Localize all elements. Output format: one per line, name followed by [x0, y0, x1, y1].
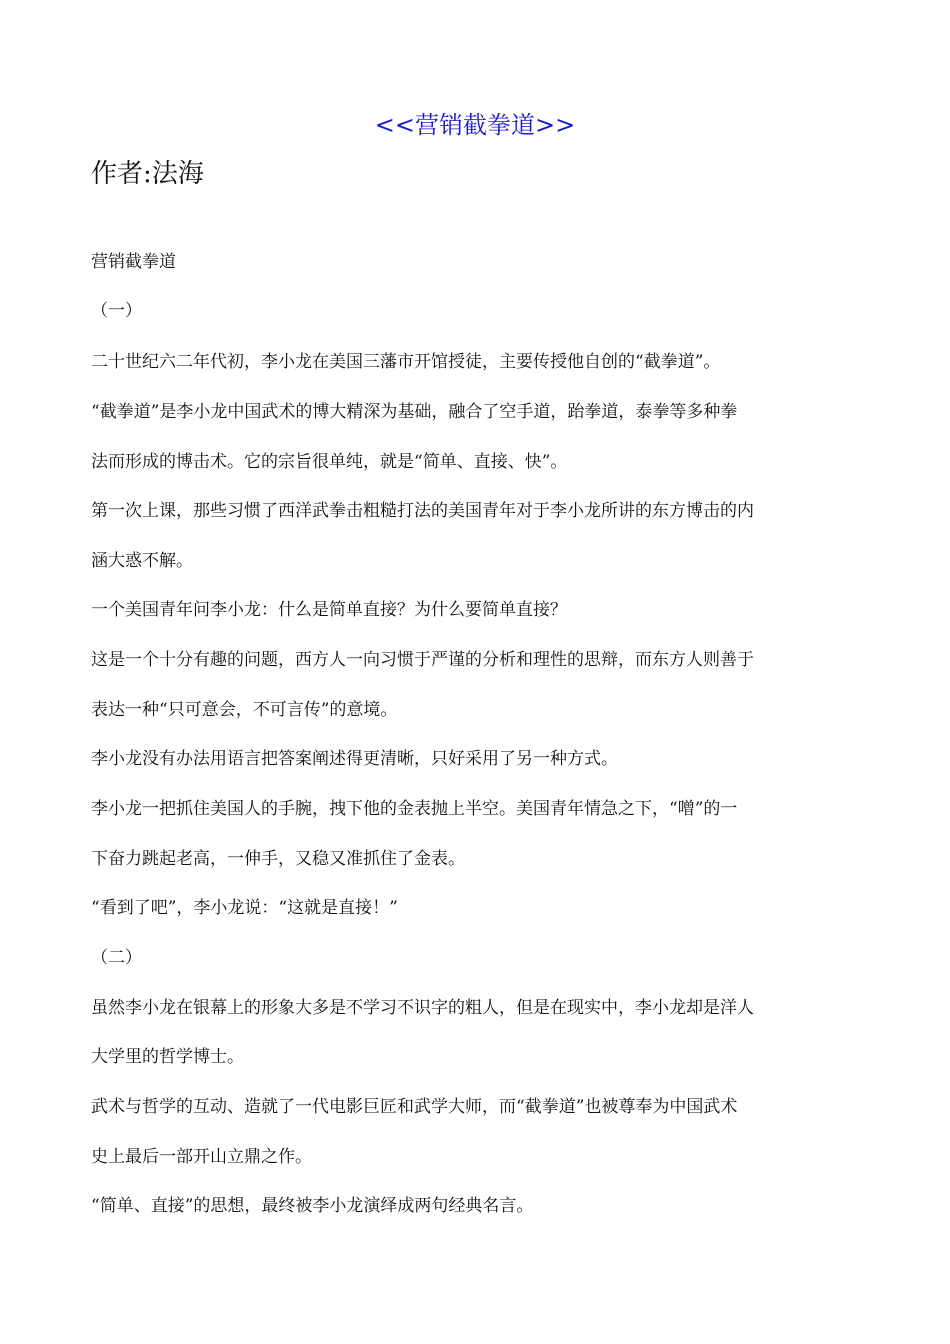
section-heading: 营销截拳道: [91, 252, 176, 272]
document-title: <<营销截拳道>>: [374, 111, 576, 139]
part-marker-1: （一）: [91, 301, 142, 321]
paragraph-line: 李小龙一把抓住美国人的手腕，拽下他的金表抛上半空。美国青年情急之下，“噌”的一: [91, 799, 738, 819]
paragraph-line: “看到了吧”，李小龙说：“这就是直接！”: [91, 898, 398, 918]
part-marker-2: （二）: [91, 948, 142, 968]
paragraph-line: 下奋力跳起老高，一伸手，又稳又准抓住了金表。: [91, 849, 465, 869]
paragraph-line: 一个美国青年问李小龙：什么是简单直接？为什么要简单直接？: [91, 600, 567, 620]
paragraph-line: 第一次上课，那些习惯了西洋武拳击粗糙打法的美国青年对于李小龙所讲的东方博击的内: [91, 501, 754, 521]
paragraph-line: 这是一个十分有趣的问题，西方人一向习惯于严谨的分析和理性的思辩，而东方人则善于: [91, 650, 754, 670]
paragraph-line: “简单、直接”的思想，最终被李小龙演绎成两句经典名言。: [91, 1196, 534, 1216]
paragraph-line: 法而形成的博击术。它的宗旨很单纯，就是“简单、直接、快”。: [91, 452, 568, 472]
paragraph-line: 二十世纪六二年代初，李小龙在美国三藩市开馆授徒，主要传授他自创的“截拳道”。: [91, 352, 721, 372]
paragraph-line: 虽然李小龙在银幕上的形象大多是不学习不识字的粗人，但是在现实中，李小龙却是洋人: [91, 998, 754, 1018]
paragraph-line: 涵大惑不解。: [91, 551, 193, 571]
paragraph-line: 大学里的哲学博士。: [91, 1047, 244, 1067]
paragraph-line: 表达一种“只可意会，不可言传”的意境。: [91, 700, 398, 720]
paragraph-line: 史上最后一部开山立鼎之作。: [91, 1147, 312, 1167]
paragraph-line: “截拳道”是李小龙中国武术的博大精深为基础，融合了空手道，跆拳道，泰拳等多种拳: [91, 402, 738, 422]
paragraph-line: 李小龙没有办法用语言把答案阐述得更清晰，只好采用了另一种方式。: [91, 749, 618, 769]
author-line: 作者:法海: [91, 159, 204, 189]
paragraph-line: 武术与哲学的互动、造就了一代电影巨匠和武学大师，而“截拳道”也被尊奉为中国武术: [91, 1097, 738, 1117]
